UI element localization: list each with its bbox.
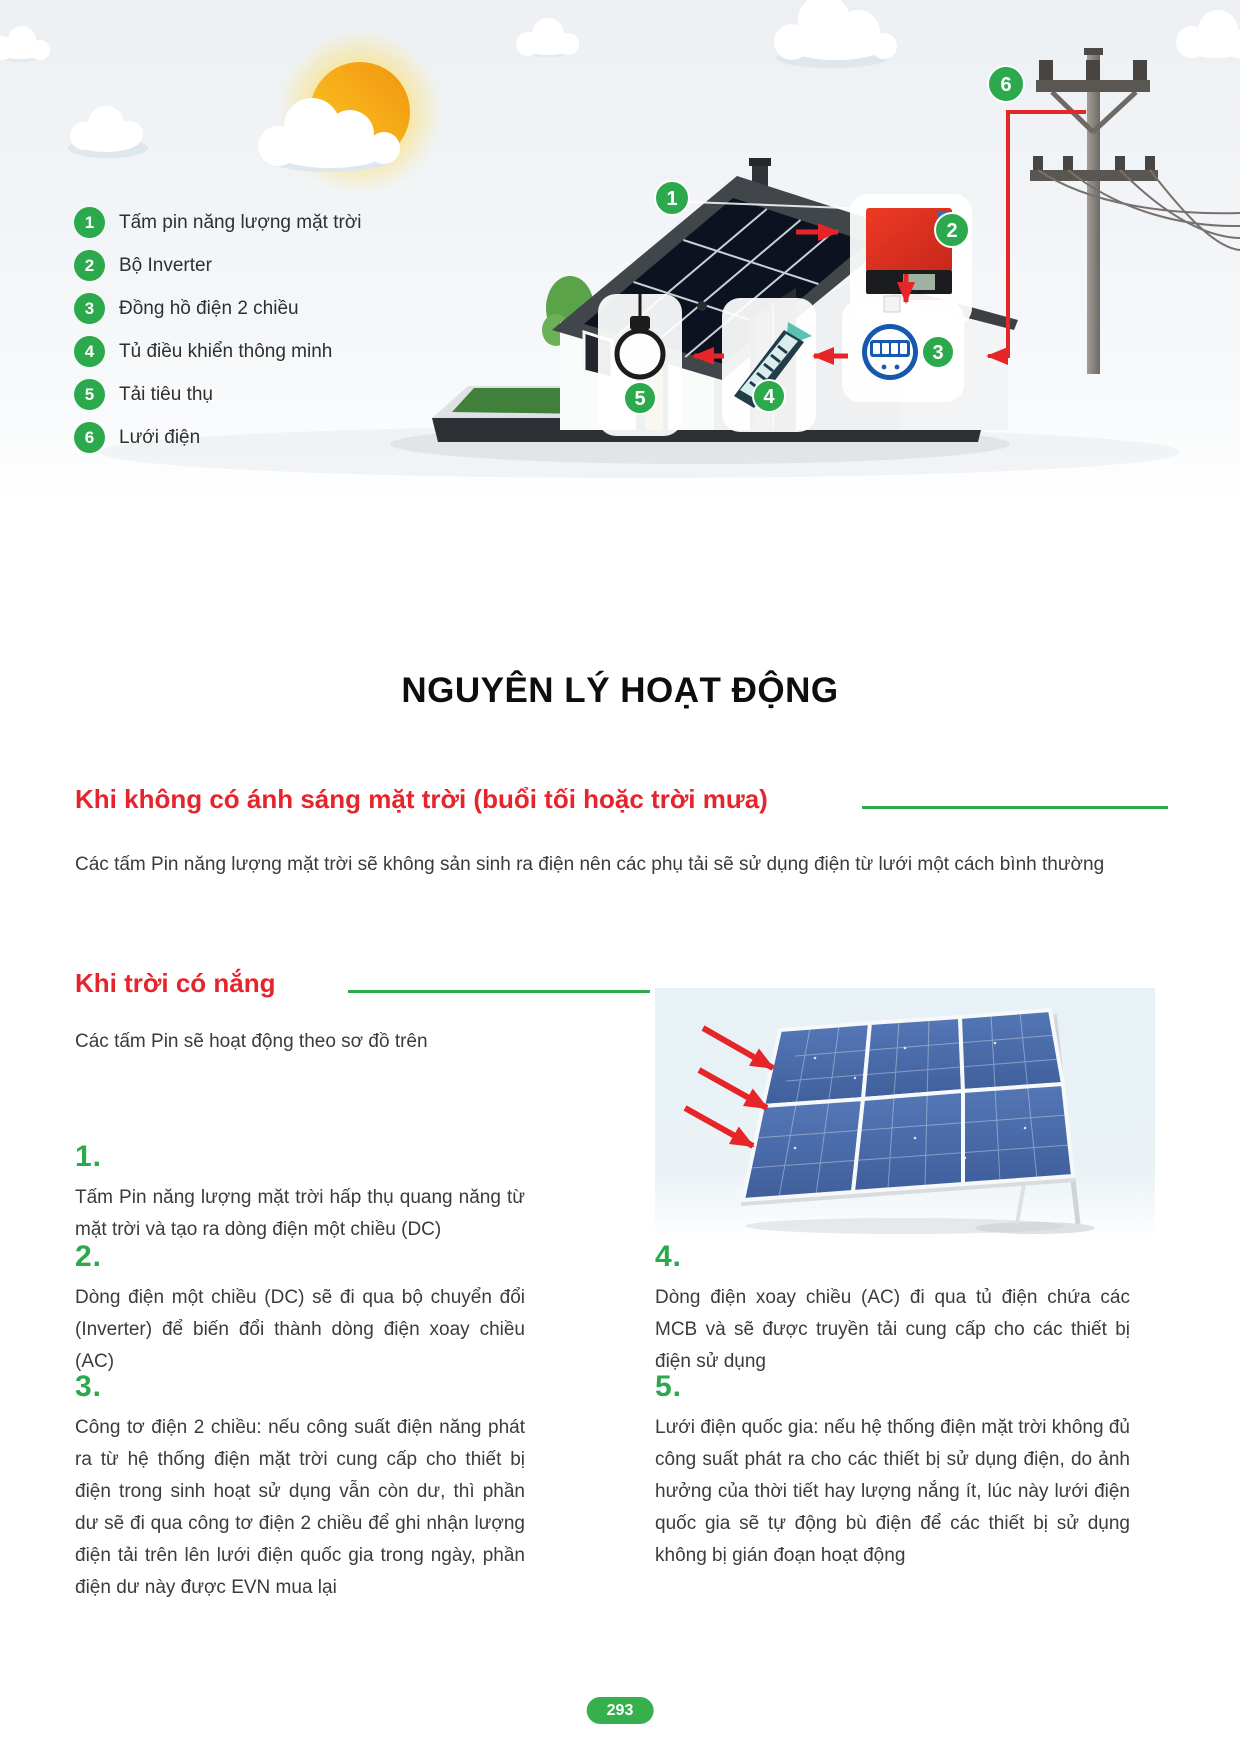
paragraph-no-sun: Các tấm Pin năng lượng mặt trời sẽ không sản sinh ra điện nên các phụ tải sẽ sử dụng điện từ lưới một cách bình thường	[75, 854, 1105, 875]
marker-1	[655, 181, 689, 215]
heading-rule	[348, 990, 650, 993]
solar-array-image	[655, 988, 1155, 1240]
page-title: NGUYÊN LÝ HOẠT ĐỘNG	[401, 671, 839, 711]
legend-label: Tải tiêu thụ	[119, 383, 213, 405]
solar-panels	[743, 1010, 1073, 1200]
legend-label: Lưới điện	[119, 426, 201, 448]
legend-item-load	[74, 379, 362, 410]
step-text: Dòng điện một chiều (DC) sẽ đi qua bộ chuyển đổi (Inverter) để biến đổi thành dòng điện xoay chiều (AC)	[75, 1287, 525, 1372]
legend-number-badge: 6	[74, 422, 105, 453]
marker-4	[753, 380, 785, 412]
step-3	[75, 1370, 525, 1604]
heading-no-sun: Khi không có ánh sáng mặt trời (buổi tối hoặc trời mưa)	[75, 784, 768, 814]
legend-item-control-cabinet	[74, 336, 362, 367]
step-number: 5.	[655, 1370, 683, 1403]
legend-item-inverter	[74, 250, 362, 281]
svg-text:1: 1	[666, 188, 678, 210]
step-number: 1.	[75, 1140, 103, 1173]
marker-3	[922, 336, 954, 368]
step-1	[75, 1140, 525, 1246]
step-number: 2.	[75, 1240, 103, 1273]
legend-item-meter	[74, 293, 362, 324]
step-number: 3.	[75, 1370, 103, 1403]
legend-label: Tấm pin năng lượng mặt trời	[119, 211, 362, 233]
marker-6	[988, 66, 1024, 102]
svg-text:3: 3	[932, 342, 944, 364]
legend-item-grid	[74, 422, 362, 453]
svg-text:6: 6	[1000, 74, 1012, 96]
legend-number-badge: 4	[74, 336, 105, 367]
step-text: Tấm Pin năng lượng mặt trời hấp thụ quang năng từ mặt trời và tạo ra dòng điện một chiều (DC)	[75, 1187, 525, 1240]
svg-text:5: 5	[634, 388, 646, 410]
legend-number-badge: 2	[74, 250, 105, 281]
step-text: Dòng điện xoay chiều (AC) đi qua tủ điện chứa các MCB và sẽ được truyền tải cung cấp cho các thiết bị điện sử dụng	[655, 1287, 1130, 1372]
step-2	[75, 1240, 525, 1378]
marker-5	[624, 382, 656, 414]
electric-meter-icon	[862, 324, 918, 380]
marker-2	[935, 213, 969, 247]
step-text: Công tơ điện 2 chiều: nếu công suất điện năng phát ra từ hệ thống điện mặt trời cung cấp cho thiết bị điện trong sinh hoạt sử dụng vẫn còn dư, thì phần dư sẽ đi qua công tơ điện 2 chiều để ghi nhận lượng điện tải trên lên lưới điện quốc gia trong ngày, phần điện dư này được EVN mua lại	[75, 1417, 525, 1598]
step-text: Lưới điện quốc gia: nếu hệ thống điện mặt trời không đủ công suất phát ra cho các thiết bị sử dụng điện, do ảnh hưởng của thời tiết hay lượng nắng ít, lúc này lưới điện quốc gia sẽ tự động bù điện để các thiết bị sử dụng không bị gián đoạn hoạt động	[655, 1417, 1130, 1566]
legend-number-badge: 5	[74, 379, 105, 410]
legend-number-badge: 1	[74, 207, 105, 238]
legend-number-badge: 3	[74, 293, 105, 324]
legend-label: Tủ điều khiển thông minh	[119, 340, 333, 362]
step-number: 4.	[655, 1240, 683, 1273]
legend-item-solar-panel	[74, 207, 362, 238]
svg-text:2: 2	[946, 220, 958, 242]
legend	[74, 207, 362, 465]
heading-rule	[862, 806, 1168, 809]
legend-label: Đồng hồ điện 2 chiều	[119, 297, 299, 319]
step-4	[655, 1240, 1130, 1378]
porch-lamp-icon	[697, 301, 707, 311]
legend-label: Bộ Inverter	[119, 254, 212, 276]
page-number-badge: 293	[587, 1697, 654, 1724]
step-5	[655, 1370, 1130, 1572]
paragraph-sunny: Các tấm Pin sẽ hoạt động theo sơ đồ trên	[75, 1031, 428, 1052]
svg-text:4: 4	[763, 386, 775, 408]
heading-sunny: Khi trời có nắng	[75, 968, 276, 998]
